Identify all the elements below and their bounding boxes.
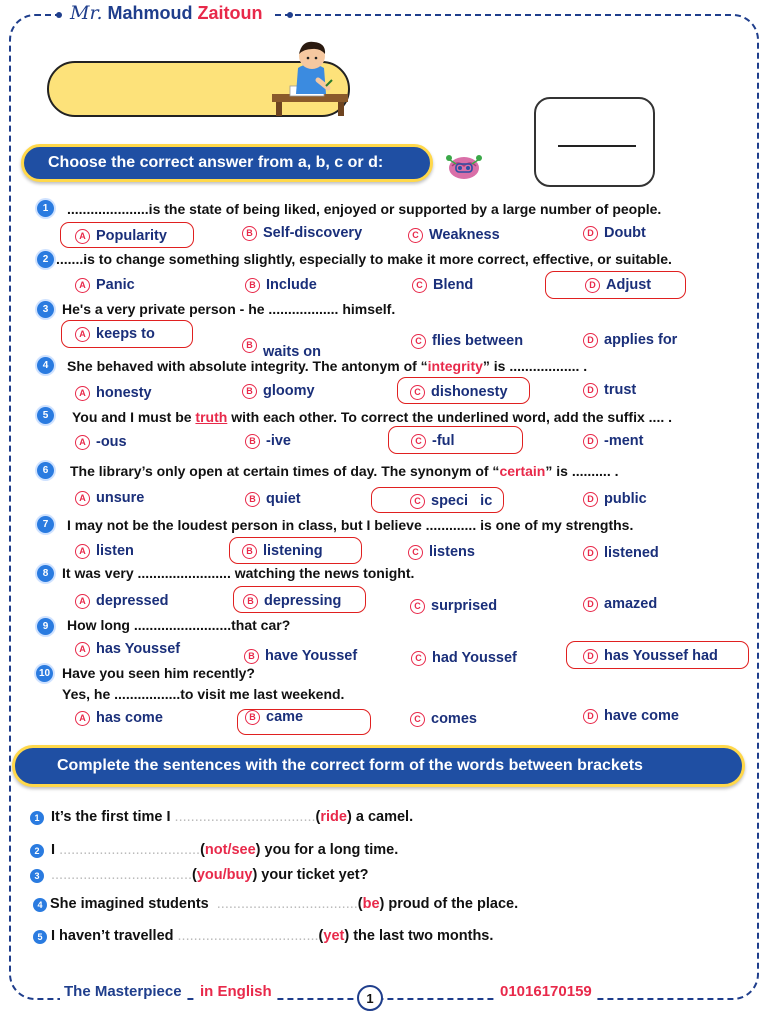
complete-sentence [51,809,413,825]
question-text: Have you seen him recently? [62,665,255,681]
option-label: came [266,709,304,725]
option-c[interactable] [408,227,500,243]
option-a[interactable] [75,490,144,506]
option-label: has come [96,710,163,726]
option-label: applies for [604,332,678,348]
blank-field[interactable]: ................................... [51,867,192,883]
option-a[interactable] [75,710,163,726]
option-b[interactable] [245,709,303,725]
brain-icon [444,150,484,184]
option-label: have Youssef [265,648,358,664]
option-letter-icon: A [75,594,90,609]
option-letter-icon: D [585,278,600,293]
option-letter-icon: C [410,712,425,727]
footer-subtitle: in English [196,983,276,1000]
question-number: 2 [37,251,54,268]
option-letter-icon: D [583,333,598,348]
option-letter-icon: D [583,434,598,449]
sentence-number: 2 [30,844,44,858]
bracket-word: you/buy [196,867,253,883]
option-letter-icon: C [410,385,425,400]
question-keyword: integrity [427,358,483,374]
blank-field[interactable]: ................................... [177,928,319,944]
question-text-line2: Yes, he .................to visit me last weekend. [62,686,345,702]
option-c[interactable] [410,493,492,509]
question-text-part: You and I must be [72,409,196,425]
option-label: quiet [266,491,301,507]
option-letter-icon: B [243,594,258,609]
author-last-name: Zaitoun [197,3,263,23]
option-a[interactable] [75,326,155,342]
sentence-number: 1 [30,811,44,825]
option-letter-icon: D [583,383,598,398]
option-letter-icon: C [411,651,426,666]
option-a[interactable] [75,277,135,293]
question-text [72,409,672,425]
page-number: 1 [357,985,383,1011]
question-text: How long .........................that car? [67,617,291,633]
author-first-name: Mahmoud [107,3,193,23]
option-label: -ful [432,433,455,449]
question-text: .......is to change something slightly, especially to make it more correct, effective, or suitable. [56,251,672,267]
complete-sentence [51,842,398,858]
option-label: listening [263,543,323,559]
question-text-part: with each other. To correct the underlined word, add the suffix .... . [227,409,672,425]
student-writing-icon [268,40,352,116]
section2-title-text: Complete the sentences with the correct form of the words between brackets [57,757,643,774]
sentence-text: I [51,842,60,858]
option-label: gloomy [263,383,315,399]
option-d[interactable] [583,545,659,561]
option-b[interactable] [242,330,321,360]
bracket-open: ( [192,867,197,883]
option-letter-icon: D [583,546,598,561]
option-label: comes [431,711,477,727]
bracket-close: ) [252,867,258,883]
blank-field[interactable]: ................................... [216,896,358,912]
option-label: amazed [604,596,658,612]
question-text: I may not be the loudest person in class, but I believe ............. is one of my strengths. [67,517,634,533]
option-label: had Youssef [432,650,517,666]
bracket-word: ride [320,809,347,825]
option-letter-icon: C [408,545,423,560]
option-label: waits on [263,344,322,360]
option-b[interactable] [245,433,291,449]
author-title: Mr. [70,2,103,24]
option-letter-icon: B [244,649,259,664]
complete-sentence [51,928,493,944]
option-c[interactable] [411,650,517,666]
option-letter-icon: B [242,384,257,399]
bracket-close: ) [255,842,261,858]
complete-sentence [50,896,518,912]
option-label: depressing [264,593,342,609]
sentence-text: It’s the first time I [51,809,175,825]
question-keyword: truth [195,409,228,425]
sentence-text: proud of the place. [384,896,519,912]
option-a[interactable] [75,593,169,609]
option-label: dishonesty [431,384,508,400]
option-d[interactable] [583,382,636,398]
sentence-number: 5 [33,930,47,944]
option-d[interactable] [583,332,677,348]
option-c[interactable] [410,384,508,400]
option-d[interactable] [583,648,718,664]
question-text [67,358,587,374]
bracket-open: ( [357,896,363,912]
bracket-word: not/see [204,842,256,858]
question-text: .....................is the state of being liked, enjoyed or supported by a large number of people. [67,201,662,217]
author-name [62,2,271,26]
question-number: 5 [37,407,54,424]
option-b[interactable] [242,225,362,241]
option-letter-icon: A [75,229,90,244]
option-letter-icon: A [75,327,90,342]
question-text: It was very ........................ watching the news tonight. [62,565,415,581]
option-label: Include [266,277,317,293]
section1-title-text: Choose the correct answer from a, b, c or d: [48,154,384,171]
option-label: listen [96,543,134,559]
sentence-text: I haven’t travelled [51,928,178,944]
bracket-close: ) [379,896,385,912]
option-d[interactable] [583,433,643,449]
option-label: trust [604,382,637,398]
header-dot-left [56,12,62,18]
option-letter-icon: B [245,492,260,507]
question-number: 10 [36,665,53,682]
bracket-close: ) [346,809,352,825]
option-label: depressed [96,593,169,609]
option-letter-icon: C [411,434,426,449]
bracket-word: be [362,896,380,912]
option-letter-icon: D [583,597,598,612]
option-letter-icon: B [245,434,260,449]
option-label: honesty [96,385,152,401]
option-letter-icon: A [75,435,90,450]
answer-circle [388,426,523,454]
option-a[interactable] [75,385,152,401]
option-label: Popularity [96,228,167,244]
question-text-part: ” is .......... . [545,463,619,479]
bracket-open: ( [315,809,321,825]
option-letter-icon: C [412,278,427,293]
question-keyword: certain [499,463,546,479]
sentence-text: your ticket yet? [257,867,369,883]
question-number: 7 [37,516,54,533]
option-label: -ment [604,433,644,449]
option-label: speci ic [431,493,493,509]
question-number: 3 [37,301,54,318]
question-text-part: She behaved with absolute integrity. The antonym of “ [67,358,428,374]
option-letter-icon: B [245,710,260,725]
question-text-part: The library’s only open at certain times of day. The synonym of “ [70,463,500,479]
question-number: 9 [37,618,54,635]
option-d[interactable] [583,708,679,724]
option-label: public [604,491,647,507]
header-dot-right [287,12,293,18]
option-letter-icon: C [410,599,425,614]
option-label: Self-discovery [263,225,363,241]
footer-phone: 01016170159 [496,983,596,1000]
question-text-part: ” is .................. . [482,358,588,374]
option-c[interactable] [410,711,477,727]
question-text: He's a very private person - he .................. himself. [62,301,396,317]
option-label: Doubt [604,225,646,241]
question-number: 6 [37,462,54,479]
option-letter-icon: C [411,334,426,349]
option-letter-icon: C [408,228,423,243]
option-letter-icon: D [583,492,598,507]
option-label: keeps to [96,326,155,342]
option-letter-icon: A [75,278,90,293]
option-b[interactable] [242,383,315,399]
option-label: -ive [266,433,291,449]
option-a[interactable] [75,228,167,244]
option-label: listens [429,544,475,560]
option-label: -ous [96,434,127,450]
question-number: 8 [37,565,54,582]
option-label: have come [604,708,679,724]
option-b[interactable] [245,491,301,507]
bracket-word: yet [323,928,345,944]
option-label: flies between [432,333,524,349]
sentence-number: 4 [33,898,47,912]
bracket-open: ( [200,842,205,858]
option-letter-icon: B [245,278,260,293]
option-label: surprised [431,598,498,614]
option-d[interactable] [583,596,657,612]
option-b[interactable] [244,648,357,664]
question-text [70,463,619,479]
sentence-text: you for a long time. [260,842,399,858]
option-c[interactable] [410,598,497,614]
option-letter-icon: B [242,338,257,353]
bracket-close: ) [344,928,350,944]
option-letter-icon: B [242,544,257,559]
bracket-open: ( [318,928,324,944]
question-number: 4 [37,357,54,374]
option-a[interactable] [75,543,134,559]
footer-brand: The Masterpiece [60,983,186,1000]
option-letter-icon: D [583,709,598,724]
question-number: 1 [37,200,54,217]
option-b[interactable] [243,593,341,609]
option-letter-icon: A [75,491,90,506]
option-label: Weakness [429,227,500,243]
score-box [534,97,655,187]
option-d[interactable] [583,491,647,507]
option-letter-icon: A [75,642,90,657]
option-label: has Youssef had [604,648,718,664]
option-a[interactable] [75,641,180,657]
option-letter-icon: A [75,711,90,726]
option-label: unsure [96,490,145,506]
option-a[interactable] [75,434,127,450]
option-label: listened [604,545,659,561]
sentence-number: 3 [30,869,44,883]
option-d[interactable] [585,277,651,293]
option-c[interactable] [411,433,455,449]
option-b[interactable] [245,277,317,293]
option-label: Adjust [606,277,652,293]
option-letter-icon: C [410,494,425,509]
score-line [558,145,636,147]
blank-field[interactable]: ................................... [59,842,201,858]
option-c[interactable] [408,544,475,560]
section-title-choose [21,144,433,182]
option-d[interactable] [583,225,646,241]
option-label: Panic [96,277,135,293]
option-letter-icon: A [75,386,90,401]
section-title-complete [12,745,745,787]
option-label: Blend [433,277,474,293]
sentence-text: a camel. [351,809,414,825]
blank-field[interactable]: ................................... [174,809,316,825]
option-c[interactable] [412,277,473,293]
sentence-text: the last two months. [349,928,494,944]
option-letter-icon: A [75,544,90,559]
sentence-text: She imagined students [50,896,217,912]
option-letter-icon: D [583,226,598,241]
option-letter-icon: B [242,226,257,241]
complete-sentence [51,867,368,883]
option-b[interactable] [242,543,323,559]
option-c[interactable] [411,333,523,349]
option-letter-icon: D [583,649,598,664]
option-label: has Youssef [96,641,181,657]
